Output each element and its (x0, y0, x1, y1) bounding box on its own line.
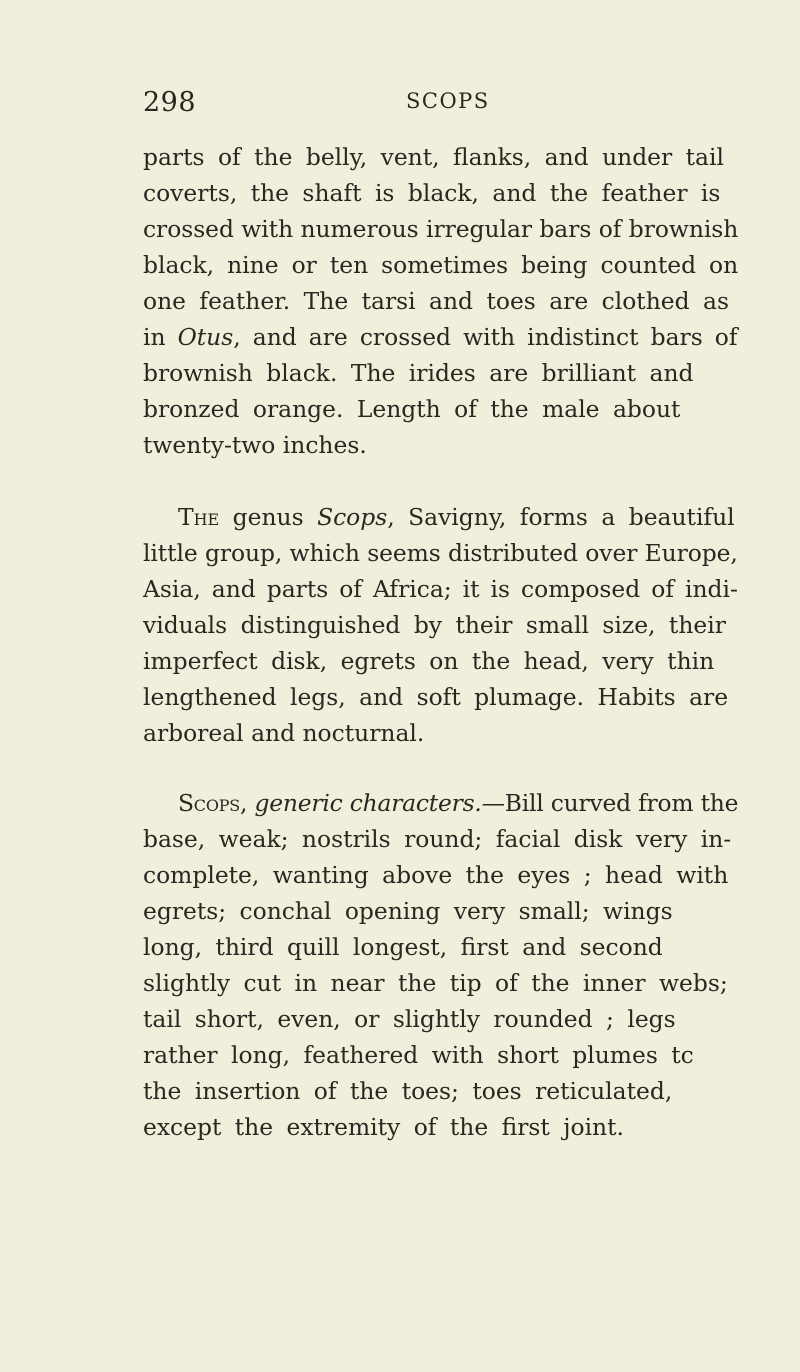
text-line: little group, which seems distributed over Europe, (143, 539, 738, 567)
text-line (143, 319, 738, 355)
text-run: —Bill curved from the (481, 789, 739, 817)
text-line: rather long, feathered with short plumes tc (143, 1041, 694, 1069)
text-line: brownish black. The irides are brilliant and (143, 359, 694, 387)
text-line: crossed with numerous irregular bars of brownish (143, 215, 739, 243)
text-line: the insertion of the toes; toes reticulated, (143, 1077, 673, 1105)
text-line: imperfect disk, egrets on the head, very thin (143, 647, 715, 675)
text-line: slightly cut in near the tip of the inner webs; (143, 969, 728, 997)
text-line: Asia, and parts of Africa; it is composed of indi- (143, 575, 738, 603)
text-line (178, 785, 738, 821)
italic-genus-name: Otus (177, 323, 234, 351)
page-number: 298 (143, 87, 197, 118)
text-line: viduals distinguished by their small size, their (143, 611, 726, 639)
smallcaps-word: Scops, (178, 789, 248, 817)
smallcaps-word: The (178, 503, 220, 531)
text-line: coverts, the shaft is black, and the feather is (143, 179, 721, 207)
text-line (178, 499, 735, 535)
text-line: bronzed orange. Length of the male about (143, 395, 681, 423)
text-line: egrets; conchal opening very small; wings (143, 897, 673, 925)
page-header (143, 87, 755, 127)
text-line: lengthened legs, and soft plumage. Habits are (143, 683, 729, 711)
running-head: SCOPS (406, 89, 490, 113)
text-run: genus (219, 503, 318, 531)
text-line: black, nine or ten sometimes being counted on (143, 251, 739, 279)
italic-genus-name: Scops (317, 503, 388, 531)
text-run: , and are crossed with indistinct bars of (233, 323, 738, 351)
text-line: one feather. The tarsi and toes are clothed as (143, 287, 729, 315)
italic-heading: generic characters. (247, 789, 482, 817)
text-line: long, third quill longest, first and second (143, 933, 663, 961)
text-line: twenty-two inches. (143, 431, 367, 459)
text-line: except the extremity of the first joint. (143, 1113, 624, 1141)
text-run: in (143, 323, 178, 351)
text-run: , Savigny, forms a beautiful (387, 503, 735, 531)
text-line: tail short, even, or slightly rounded ; legs (143, 1005, 676, 1033)
text-line: parts of the belly, vent, flanks, and under tail (143, 143, 724, 171)
text-line: complete, wanting above the eyes ; head with (143, 861, 729, 889)
text-line: base, weak; nostrils round; facial disk very in- (143, 825, 732, 853)
text-line: arboreal and nocturnal. (143, 719, 425, 747)
